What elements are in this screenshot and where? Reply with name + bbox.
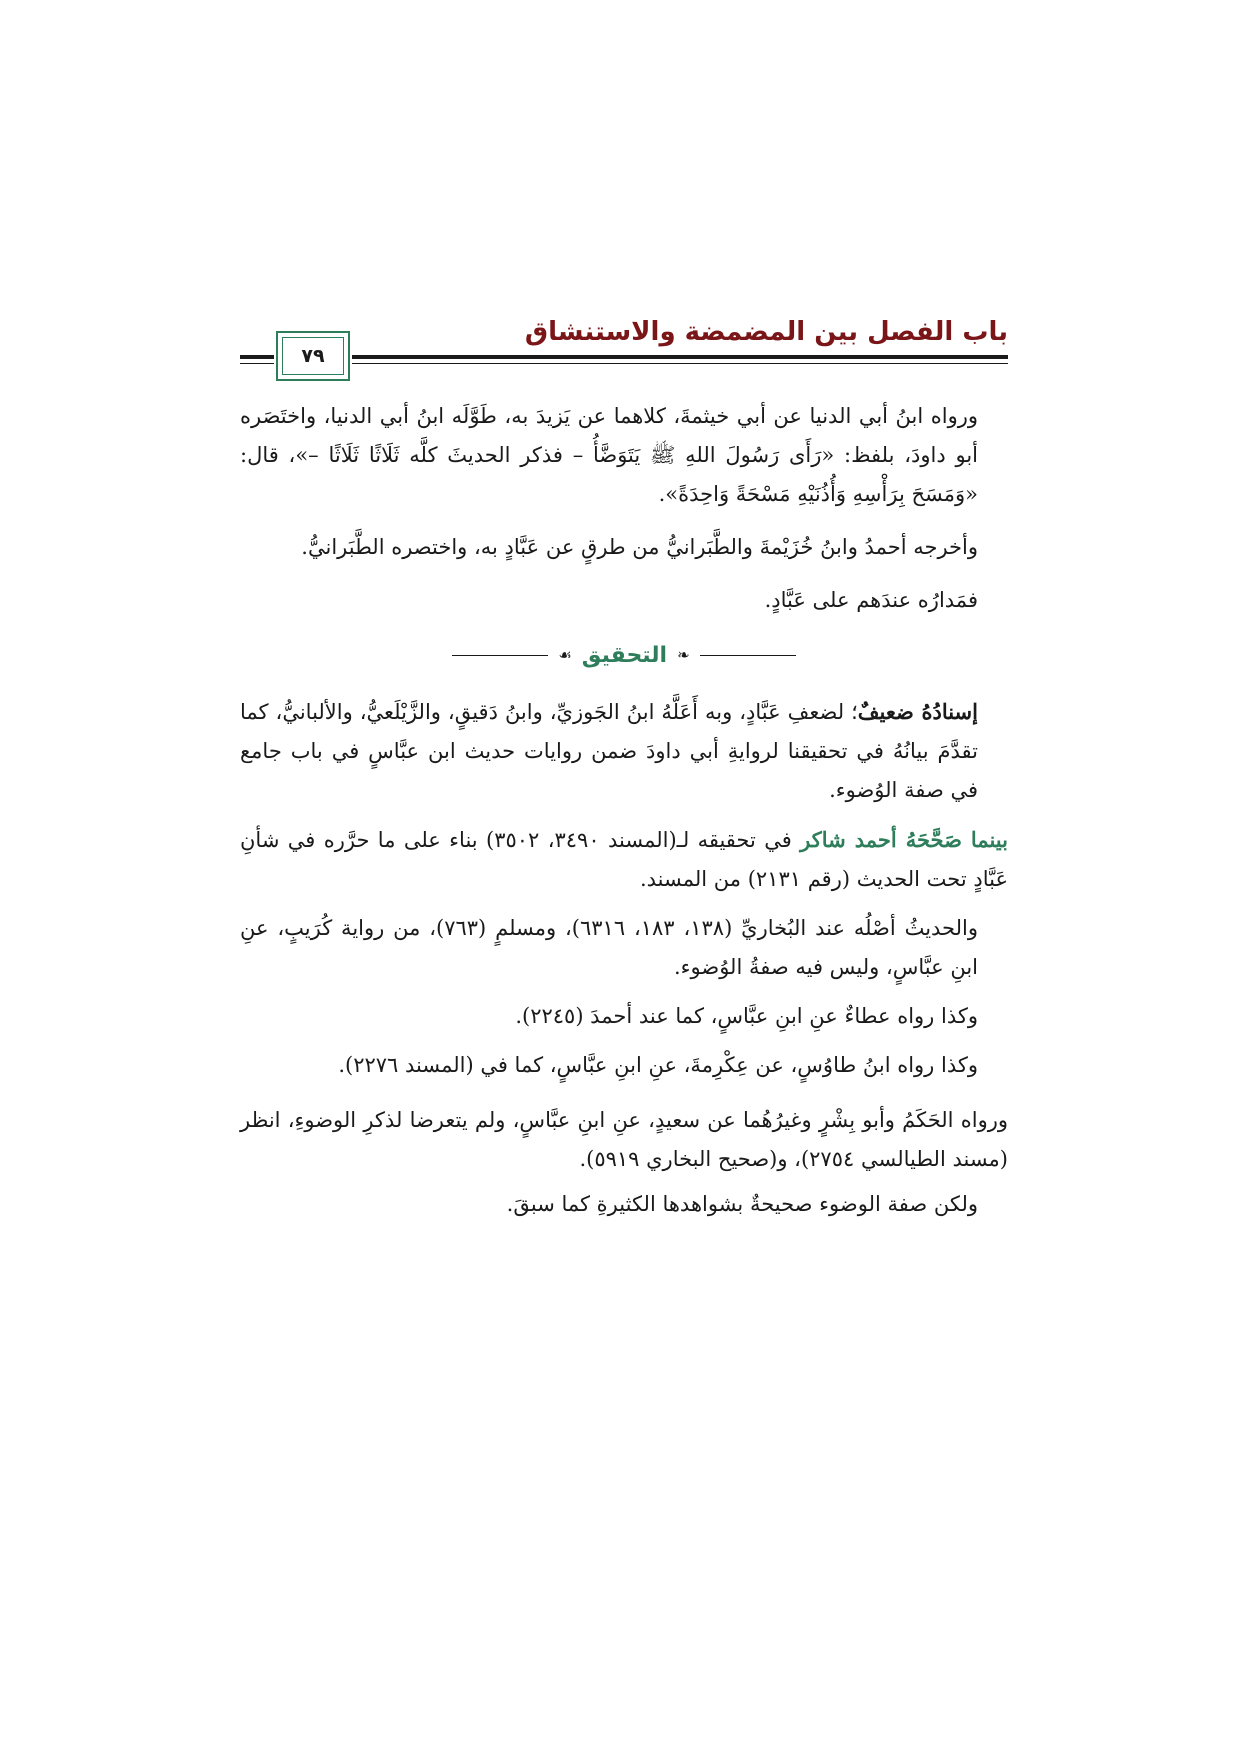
paragraph-conclusion: ولكن صفة الوضوء صحيحةٌ بشواهدها الكثيرةِ كما سبقَ. <box>506 1192 978 1216</box>
paragraph-narration: ورواه ابنُ أبي الدنيا عن أبي خيثمةَ، كلاهما عن يَزيدَ به، طَوَّلَه ابنُ أبي الدنيا، واختَصَره أبو داودَ، بلفظ: «رَأَى رَسُولَ اللهِ ﷺ يَتَوَضَّأُ – فذكر الحديثَ كلَّه ثَلَاثًا ثَلَاثًا –»، قال: «وَمَسَحَ بِرَأْسِهِ وَأُذُنَيْهِ مَسْحَةً وَاحِدَةً». <box>240 404 978 506</box>
paragraph-shakir <box>240 820 1008 899</box>
page <box>240 305 1008 1224</box>
shakir-highlight: بينما صَحَّحَهُ أحمد شاكر <box>800 827 1008 852</box>
paragraph-isnad <box>240 692 1008 810</box>
section-divider <box>240 640 1008 670</box>
ornament-icon: ❧ <box>677 646 690 664</box>
shakir-text: في تحقيقه لـ(المسند ٣٤٩٠، ٣٥٠٢) بناء على ما حرَّره في شأنِ عَبَّادٍ تحت الحديث (رقم ٢١٣١) من المسند. <box>240 828 1008 891</box>
paragraph-madar: فمَدارُه عندَهم على عَبَّادٍ. <box>764 588 978 612</box>
divider-line <box>700 655 796 656</box>
paragraph-ata: وكذا رواه عطاءٌ عنِ ابنِ عبَّاسٍ، كما عند أحمدَ (٢٢٤٥). <box>515 1004 978 1028</box>
header-rule <box>352 355 1008 364</box>
isnad-ruling: إسنادُهُ ضعيفٌ <box>857 699 978 724</box>
running-title: باب الفصل بين المضمضة والاستنشاق <box>524 317 1008 347</box>
section-heading: التحقيق <box>581 642 668 668</box>
header-rule-left <box>240 355 274 364</box>
ornament-icon: ☙ <box>558 646 572 664</box>
divider-line <box>452 655 548 656</box>
paragraph-takhrij: وأخرجه أحمدُ وابنُ خُزَيْمةَ والطَّبَرانيُّ من طرقٍ عن عَبَّادٍ به، واختصره الطَّبَرانيُّ. <box>301 535 978 559</box>
paragraph-hakam: ورواه الحَكَمُ وأبو بِشْرٍ وغيرُهُما عن سعيدٍ، عنِ ابنِ عبَّاسٍ، ولم يتعرضا لذكرِ الوضوءِ، انظر (مسند الطيالسي ٢٧٥٤)، و(صحيح البخاري ٥٩١٩). <box>240 1108 1008 1171</box>
paragraph-asl: والحديثُ أصْلُه عند البُخاريِّ (١٣٨، ١٨٣، ٦٣١٦)، ومسلمٍ (٧٦٣)، من رواية كُرَيبٍ، عنِ ابنِ عبَّاسٍ، وليس فيه صفةُ الوُضوء. <box>240 916 978 979</box>
page-number: ٧٩ <box>301 345 325 367</box>
page-number-badge <box>276 331 350 381</box>
paragraph-tawus: وكذا رواه ابنُ طاوُسٍ، عن عِكْرِمةَ، عنِ ابنِ عبَّاسٍ، كما في (المسند ٢٢٧٦). <box>338 1053 978 1077</box>
isnad-text: ؛ لضعفِ عَبَّادٍ، وبه أَعَلَّهُ ابنُ الجَوزيِّ، وابنُ دَقيقٍ، والزَّيْلَعيُّ، والألبانيُّ، كما تقدَّمَ بيانُهُ في تحقيقنا لروايةِ أبي داودَ ضمن روايات حديث ابن عبَّاسٍ في باب جامع في صفة الوُضوء. <box>240 700 978 802</box>
page-header <box>240 305 1008 367</box>
